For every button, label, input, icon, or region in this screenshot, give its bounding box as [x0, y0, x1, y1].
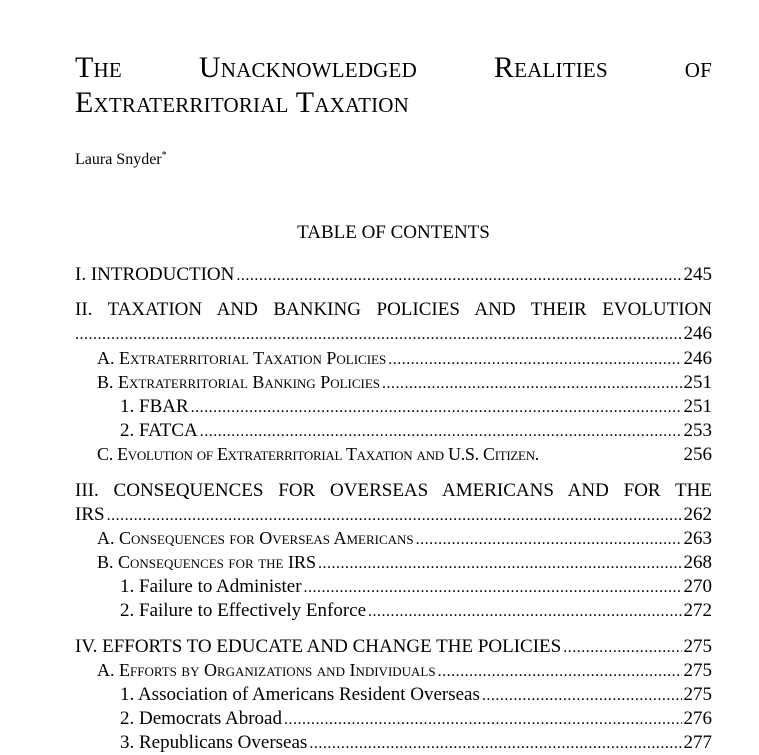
- toc-page-number: 275: [683, 684, 712, 705]
- dot-leader: [368, 600, 681, 623]
- toc-entry-iv-a-1[interactable]: [120, 683, 712, 706]
- toc-page-number: 262: [683, 504, 712, 525]
- toc-page-number: 275: [683, 660, 712, 681]
- toc-entry-iv[interactable]: [75, 635, 712, 658]
- toc-page-number: 268: [683, 552, 712, 573]
- dot-leader: [309, 732, 681, 755]
- toc-entry-label: C. Evolution of Extraterritorial Taxation and U.S. Citizen.: [97, 444, 539, 464]
- dot-leader: [482, 684, 682, 707]
- toc-page-number: 263: [683, 528, 712, 549]
- dot-leader: [388, 348, 681, 371]
- toc-entry-ii-c[interactable]: [97, 443, 712, 466]
- toc-page-number: 251: [683, 372, 712, 393]
- toc-entry-label: B. Consequences for the IRS: [97, 552, 316, 572]
- dot-leader: [318, 552, 682, 575]
- toc-entry-iv-a-2[interactable]: [120, 707, 712, 730]
- toc-entry-label: IRS: [75, 504, 105, 525]
- toc-entry-iv-a[interactable]: [97, 659, 712, 682]
- dot-leader: [284, 708, 682, 731]
- toc-page-number: 270: [683, 576, 712, 597]
- toc-page-number: 276: [683, 708, 712, 729]
- toc-entry-iii-a[interactable]: [97, 527, 712, 550]
- toc-entry-label: B. Extraterritorial Banking Policies: [97, 372, 381, 392]
- toc-entry-ii-b-1[interactable]: [120, 395, 712, 418]
- dot-leader: [200, 420, 682, 443]
- dot-leader: [236, 264, 681, 287]
- toc-entry-label: 2. FATCA: [120, 420, 198, 441]
- toc-entry-label: A. Extraterritorial Taxation Policies: [97, 348, 387, 368]
- dot-leader: [416, 528, 682, 551]
- toc-entry-ii[interactable]: [75, 322, 712, 345]
- toc-entry-iii-line1[interactable]: III. CONSEQUENCES FOR OVERSEAS AMERICANS AND FOR THE: [75, 480, 712, 501]
- toc-entry-label: 3. Republicans Overseas: [120, 732, 308, 753]
- toc-entry-label: 2. Democrats Abroad: [120, 708, 282, 729]
- toc-entry-ii-b-2[interactable]: [120, 419, 712, 442]
- toc-entry-iv-a-3[interactable]: [120, 731, 712, 754]
- toc-page-number: 246: [683, 323, 712, 344]
- toc-page-number: 256: [683, 444, 712, 465]
- toc-entry-label: 2. Failure to Effectively Enforce: [120, 600, 367, 621]
- toc-entry-label: A. Consequences for Overseas Americans: [97, 528, 414, 548]
- dot-leader: [75, 323, 682, 346]
- author-name: Laura Snyder: [75, 151, 162, 168]
- toc-page-number: 245: [683, 264, 712, 285]
- author-footnote-marker: *: [161, 150, 167, 161]
- article-title: The Unacknowledged Realities of Extraterritorial Taxation: [75, 51, 712, 119]
- toc-entry-iii[interactable]: [75, 503, 712, 526]
- toc-page-number: 277: [683, 732, 712, 753]
- dot-leader: [107, 504, 682, 527]
- toc-page-number: 251: [683, 396, 712, 417]
- toc-entry-i[interactable]: [75, 263, 712, 286]
- toc-entry-ii-a[interactable]: [97, 347, 712, 370]
- toc-entry-label: IV. EFFORTS TO EDUCATE AND CHANGE THE POLICIES: [75, 636, 562, 657]
- toc-heading: TABLE OF CONTENTS: [297, 222, 490, 243]
- toc-entry-label: A. Efforts by Organizations and Individuals: [97, 660, 436, 680]
- toc-entry-iii-b[interactable]: [97, 551, 712, 574]
- toc-entry-iii-b-2[interactable]: [120, 599, 712, 622]
- author-line: [75, 150, 167, 169]
- toc-entry-label: I. INTRODUCTION: [75, 264, 235, 285]
- toc-entry-label: 1. Association of Americans Resident Overseas: [120, 684, 480, 705]
- toc-page-number: 253: [683, 420, 712, 441]
- toc-page-number: 275: [683, 636, 712, 657]
- toc-page-number: 246: [683, 348, 712, 369]
- dot-leader: [304, 576, 682, 599]
- dot-leader: [438, 660, 682, 683]
- dot-leader: [382, 372, 681, 395]
- toc-entry-ii-b[interactable]: [97, 371, 712, 394]
- toc-page-number: 272: [683, 600, 712, 621]
- dot-leader: [191, 396, 682, 419]
- toc-entry-label: 1. Failure to Administer: [120, 576, 302, 597]
- toc-entry-ii-line1[interactable]: II. TAXATION AND BANKING POLICIES AND THEIR EVOLUTION: [75, 299, 712, 320]
- dot-leader: [563, 636, 681, 659]
- toc-entry-iii-b-1[interactable]: [120, 575, 712, 598]
- toc-entry-label: 1. FBAR: [120, 396, 189, 417]
